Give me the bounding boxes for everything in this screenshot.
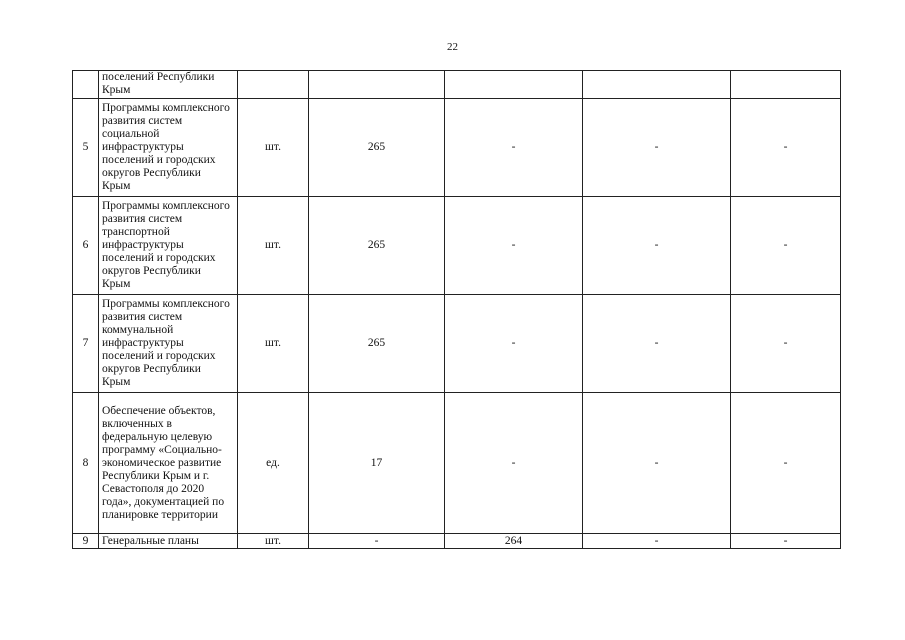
indicators-table (72, 70, 841, 549)
row-value-3: - (583, 295, 731, 393)
row-name-cell (99, 393, 238, 534)
table-row (73, 534, 841, 549)
row-name: Обеспечение объектов, включенных в федеральную целевую программу «Социально-экономическое развитие Республики Крым и г. Севастополя до 2020 года», документацией по планировке территории (102, 404, 225, 521)
row-unit: ед. (238, 393, 309, 534)
row-value-cell (731, 71, 841, 99)
row-name-cell (99, 295, 238, 393)
row-value-3: - (583, 534, 731, 549)
row-name-cell (99, 99, 238, 197)
row-name-cell (99, 197, 238, 295)
row-number: 6 (73, 197, 99, 295)
row-value-4: - (731, 197, 841, 295)
row-value-cell (309, 71, 445, 99)
row-unit: шт. (238, 197, 309, 295)
row-value-1: 265 (309, 295, 445, 393)
row-name: Программы комплексного развития систем транспортной инфраструктуры поселений и городских округов Республики Крым (102, 200, 230, 290)
row-value-cell (445, 71, 583, 99)
row-number: 5 (73, 99, 99, 197)
row-value-2: - (445, 393, 583, 534)
row-value-2: - (445, 99, 583, 197)
row-value-1: 17 (309, 393, 445, 534)
row-number: 7 (73, 295, 99, 393)
row-name: Программы комплексного развития систем коммунальной инфраструктуры поселений и городских округов Республики Крым (102, 298, 230, 388)
row-name: Программы комплексного развития систем социальной инфраструктуры поселений и городских округов Республики Крым (102, 102, 230, 192)
row-name: Генеральные планы (102, 534, 199, 547)
row-name-cell (99, 534, 238, 549)
row-unit-cell (238, 71, 309, 99)
table-row (73, 197, 841, 295)
row-number-cell (73, 71, 99, 99)
row-value-cell (583, 71, 731, 99)
table-row (73, 295, 841, 393)
row-name-cell (99, 71, 238, 99)
row-number: 8 (73, 393, 99, 534)
row-unit: шт. (238, 295, 309, 393)
row-value-4: - (731, 99, 841, 197)
row-value-4: - (731, 534, 841, 549)
row-value-2: - (445, 295, 583, 393)
row-value-1: - (309, 534, 445, 549)
row-value-2: 264 (445, 534, 583, 549)
row-number: 9 (73, 534, 99, 549)
row-value-3: - (583, 197, 731, 295)
row-value-4: - (731, 295, 841, 393)
row-value-3: - (583, 99, 731, 197)
row-value-3: - (583, 393, 731, 534)
row-value-2: - (445, 197, 583, 295)
row-value-1: 265 (309, 99, 445, 197)
row-value-1: 265 (309, 197, 445, 295)
table-row-continuation (73, 71, 841, 99)
table-row (73, 99, 841, 197)
page-number: 22 (447, 41, 458, 53)
row-name: поселений Республики Крым (102, 71, 215, 96)
row-unit: шт. (238, 534, 309, 549)
row-unit: шт. (238, 99, 309, 197)
row-value-4: - (731, 393, 841, 534)
table-row (73, 393, 841, 534)
